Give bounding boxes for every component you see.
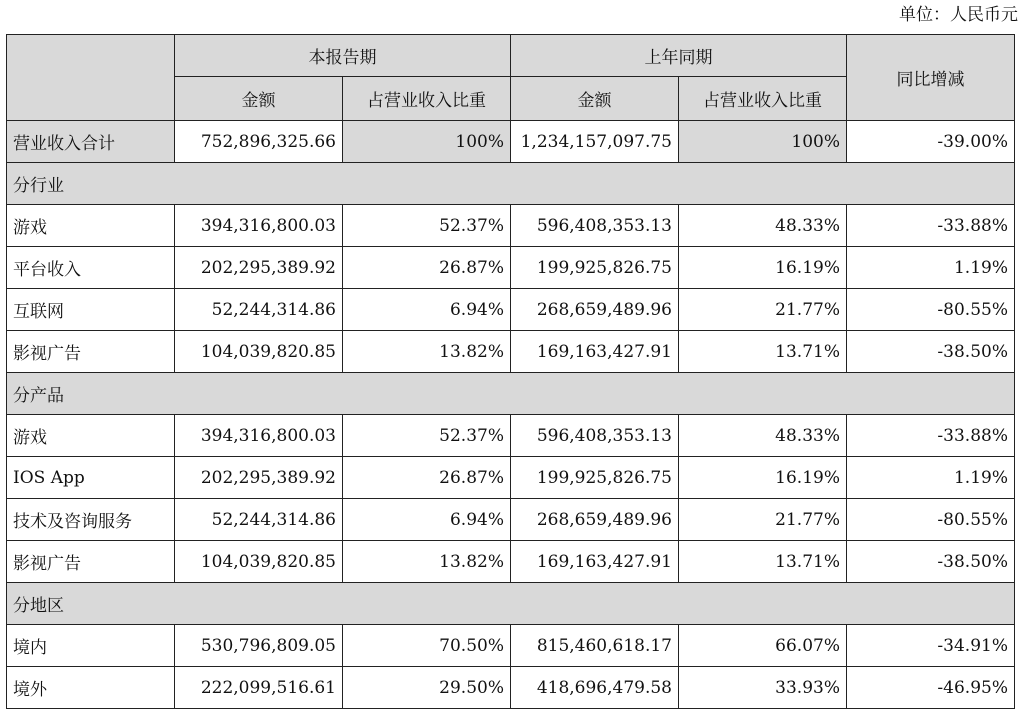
row-current-amount: 104,039,820.85: [175, 331, 343, 373]
row-prior-amount: 199,925,826.75: [511, 457, 679, 499]
row-prior-share: 33.93%: [679, 667, 847, 709]
table-row: [7, 205, 1015, 247]
row-current-amount: 52,244,314.86: [175, 499, 343, 541]
total-current-amount: 752,896,325.66: [175, 121, 343, 163]
header-prior-amount: 金额: [511, 77, 679, 121]
row-prior-amount: 268,659,489.96: [511, 289, 679, 331]
row-current-share: 6.94%: [343, 499, 511, 541]
row-label: 境内: [7, 625, 175, 667]
row-prior-share: 13.71%: [679, 541, 847, 583]
row-label: 游戏: [7, 205, 175, 247]
row-yoy: 1.19%: [847, 457, 1015, 499]
row-label: 平台收入: [7, 247, 175, 289]
table-row: [7, 625, 1015, 667]
row-yoy: -80.55%: [847, 289, 1015, 331]
row-yoy: -46.95%: [847, 667, 1015, 709]
row-yoy: -33.88%: [847, 415, 1015, 457]
row-current-share: 52.37%: [343, 415, 511, 457]
row-current-share: 26.87%: [343, 247, 511, 289]
table-row: [7, 289, 1015, 331]
row-current-share: 13.82%: [343, 331, 511, 373]
table-row: [7, 247, 1015, 289]
total-prior-amount: 1,234,157,097.75: [511, 121, 679, 163]
header-row-top: [7, 35, 1015, 77]
row-yoy: -33.88%: [847, 205, 1015, 247]
table-row: [7, 415, 1015, 457]
table-row: [7, 667, 1015, 709]
section-header: [7, 583, 1015, 625]
row-prior-amount: 199,925,826.75: [511, 247, 679, 289]
section-title: 分地区: [7, 583, 1015, 625]
row-current-share: 29.50%: [343, 667, 511, 709]
row-label: 游戏: [7, 415, 175, 457]
header-yoy-change: 同比增减: [847, 35, 1015, 121]
row-prior-amount: 169,163,427.91: [511, 541, 679, 583]
row-label: IOS App: [7, 457, 175, 499]
row-current-amount: 394,316,800.03: [175, 415, 343, 457]
table-row: [7, 541, 1015, 583]
row-label: 互联网: [7, 289, 175, 331]
row-current-amount: 104,039,820.85: [175, 541, 343, 583]
row-label: 影视广告: [7, 541, 175, 583]
row-prior-share: 48.33%: [679, 415, 847, 457]
row-yoy: -38.50%: [847, 541, 1015, 583]
section-header: [7, 373, 1015, 415]
table-row: [7, 331, 1015, 373]
header-current-period: 本报告期: [175, 35, 511, 77]
row-prior-share: 13.71%: [679, 331, 847, 373]
row-current-share: 6.94%: [343, 289, 511, 331]
header-prior-period: 上年同期: [511, 35, 847, 77]
row-prior-amount: 169,163,427.91: [511, 331, 679, 373]
row-prior-share: 21.77%: [679, 499, 847, 541]
row-prior-share: 66.07%: [679, 625, 847, 667]
unit-label: 单位：人民币元: [899, 5, 1018, 25]
row-current-amount: 394,316,800.03: [175, 205, 343, 247]
row-current-share: 26.87%: [343, 457, 511, 499]
table-row: [7, 457, 1015, 499]
total-prior-share: 100%: [679, 121, 847, 163]
row-current-share: 52.37%: [343, 205, 511, 247]
row-prior-share: 16.19%: [679, 457, 847, 499]
section-title: 分产品: [7, 373, 1015, 415]
revenue-composition-table: [6, 34, 1015, 709]
total-row: [7, 121, 1015, 163]
row-label: 技术及咨询服务: [7, 499, 175, 541]
header-prior-share: 占营业收入比重: [679, 77, 847, 121]
row-prior-share: 48.33%: [679, 205, 847, 247]
row-prior-amount: 596,408,353.13: [511, 415, 679, 457]
total-label: 营业收入合计: [7, 121, 175, 163]
section-header: [7, 163, 1015, 205]
row-current-share: 70.50%: [343, 625, 511, 667]
row-yoy: 1.19%: [847, 247, 1015, 289]
section-title: 分行业: [7, 163, 1015, 205]
row-label: 影视广告: [7, 331, 175, 373]
total-current-share: 100%: [343, 121, 511, 163]
row-current-amount: 202,295,389.92: [175, 457, 343, 499]
row-current-amount: 52,244,314.86: [175, 289, 343, 331]
row-current-amount: 202,295,389.92: [175, 247, 343, 289]
row-yoy: -34.91%: [847, 625, 1015, 667]
row-prior-share: 16.19%: [679, 247, 847, 289]
header-current-share: 占营业收入比重: [343, 77, 511, 121]
row-current-amount: 222,099,516.61: [175, 667, 343, 709]
row-current-share: 13.82%: [343, 541, 511, 583]
row-yoy: -80.55%: [847, 499, 1015, 541]
row-label: 境外: [7, 667, 175, 709]
table-row: [7, 499, 1015, 541]
row-prior-amount: 268,659,489.96: [511, 499, 679, 541]
row-prior-share: 21.77%: [679, 289, 847, 331]
header-current-amount: 金额: [175, 77, 343, 121]
row-prior-amount: 815,460,618.17: [511, 625, 679, 667]
total-yoy: -39.00%: [847, 121, 1015, 163]
row-prior-amount: 418,696,479.58: [511, 667, 679, 709]
row-current-amount: 530,796,809.05: [175, 625, 343, 667]
header-blank-cell: [7, 35, 175, 121]
row-prior-amount: 596,408,353.13: [511, 205, 679, 247]
row-yoy: -38.50%: [847, 331, 1015, 373]
